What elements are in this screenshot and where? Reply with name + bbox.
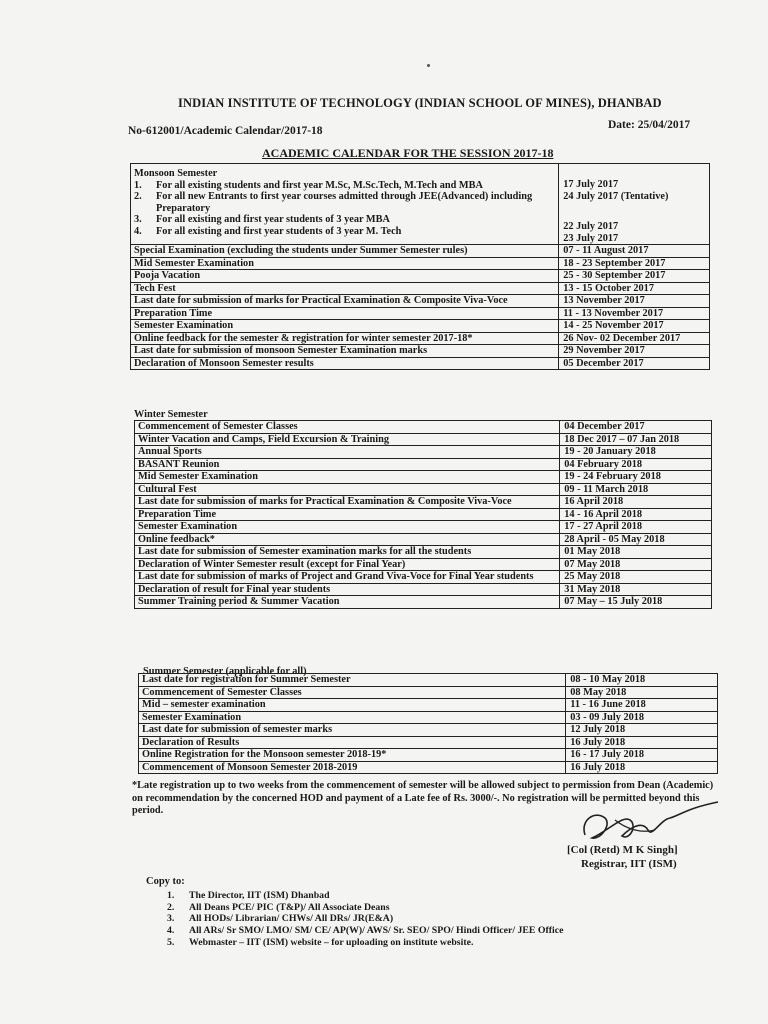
item-text: All ARs/ Sr SMO/ LMO/ SM/ CE/ AP(W)/ AWS/ Sr. SEO/ SPO/ Hindi Officer/ JEE Office bbox=[189, 925, 564, 937]
calendar-title: ACADEMIC CALENDAR FOR THE SESSION 2017-18 bbox=[262, 146, 554, 160]
event-cell: Mid Semester Examination bbox=[135, 471, 560, 484]
event-cell: Last date for registration for Summer Semester bbox=[139, 674, 566, 687]
table-row bbox=[131, 345, 710, 358]
item-text: For all new Entrants to first year courses admitted through JEE(Advanced) including Preparatory bbox=[156, 191, 533, 214]
event-cell: Mid – semester examination bbox=[139, 699, 566, 712]
table-row bbox=[135, 421, 712, 434]
table-row bbox=[131, 270, 710, 283]
monsoon-heading: Monsoon Semester bbox=[134, 168, 218, 179]
date-cell: 07 - 11 August 2017 bbox=[559, 245, 710, 258]
table-row bbox=[135, 571, 712, 584]
document-date: Date: 25/04/2017 bbox=[608, 119, 691, 131]
event-cell: Last date for submission of Semester examination marks for all the students bbox=[135, 546, 560, 559]
table-row bbox=[135, 446, 712, 459]
date-cell: 11 - 13 November 2017 bbox=[559, 307, 710, 320]
event-cell: Last date for submission of monsoon Semester Examination marks bbox=[131, 345, 559, 358]
table-row bbox=[139, 736, 718, 749]
date-cell: 04 February 2018 bbox=[560, 458, 712, 471]
event-cell: Semester Examination bbox=[139, 711, 566, 724]
table-row bbox=[131, 295, 710, 308]
date-cell: 14 - 16 April 2018 bbox=[560, 508, 712, 521]
summer-heading: Summer Semester (applicable for all) bbox=[143, 666, 307, 677]
signatory-name: [Col (Retd) M K Singh] bbox=[567, 844, 678, 856]
event-cell: Commencement of Semester Classes bbox=[139, 686, 566, 699]
table-row bbox=[135, 483, 712, 496]
table-row bbox=[131, 307, 710, 320]
institute-name: INDIAN INSTITUTE OF TECHNOLOGY (INDIAN SCHOOL OF MINES), DHANBAD bbox=[178, 96, 662, 110]
table-row bbox=[135, 546, 712, 559]
date-cell: 16 July 2018 bbox=[566, 736, 718, 749]
event-cell: Preparation Time bbox=[135, 508, 560, 521]
event-cell: Commencement of Semester Classes bbox=[135, 421, 560, 434]
date-cell: 07 May 2018 bbox=[560, 558, 712, 571]
event-cell: Winter Vacation and Camps, Field Excursion & Training bbox=[135, 433, 560, 446]
table-row bbox=[131, 332, 710, 345]
table-row bbox=[139, 724, 718, 737]
event-cell: Annual Sports bbox=[135, 446, 560, 459]
copy-to-item bbox=[167, 890, 563, 902]
date-cell: 14 - 25 November 2017 bbox=[559, 320, 710, 333]
date-cell: 31 May 2018 bbox=[560, 583, 712, 596]
event-cell: Last date for submission of marks of Project and Grand Viva-Voce for Final Year students bbox=[135, 571, 560, 584]
item-number: 1. bbox=[134, 179, 142, 191]
date-cell: 29 November 2017 bbox=[559, 345, 710, 358]
event-cell: Semester Examination bbox=[135, 521, 560, 534]
event-cell: Last date for submission of semester marks bbox=[139, 724, 566, 737]
table-row bbox=[135, 521, 712, 534]
date-cell: 19 - 20 January 2018 bbox=[560, 446, 712, 459]
monsoon-semester-table bbox=[130, 163, 710, 370]
date-cell: 03 - 09 July 2018 bbox=[566, 711, 718, 724]
item-text: Webmaster – IIT (ISM) website – for uploading on institute website. bbox=[189, 936, 474, 948]
table-row bbox=[131, 245, 710, 258]
item-text: For all existing and first year students of 3 year M. Tech bbox=[156, 225, 402, 237]
item-text: For all existing and first year students of 3 year MBA bbox=[156, 214, 390, 225]
date-cell: 19 - 24 February 2018 bbox=[560, 471, 712, 484]
copy-to-item bbox=[167, 937, 563, 949]
event-cell: Cultural Fest bbox=[135, 483, 560, 496]
late-registration-footnote: *Late registration up to two weeks from the commencement of semester will be allowed subject to permission from Dean (Academic) on recommendation by the concerned HOD and payment of a Late fee of Rs. 3000/-. No registration will be permitted beyond this period. bbox=[132, 780, 714, 816]
table-row bbox=[139, 699, 718, 712]
copy-to-item bbox=[167, 925, 563, 937]
event-cell: Last date for submission of marks for Practical Examination & Composite Viva-Voce bbox=[131, 295, 559, 308]
event-cell: Declaration of Monsoon Semester results bbox=[131, 357, 559, 370]
item-text: For all existing students and first year M.Sc, M.Sc.Tech, M.Tech and MBA bbox=[156, 179, 483, 191]
table-row bbox=[131, 357, 710, 370]
signatory-designation: Registrar, IIT (ISM) bbox=[581, 858, 677, 870]
item-date: 23 July 2017 bbox=[563, 232, 619, 244]
date-cell: 07 May – 15 July 2018 bbox=[560, 596, 712, 609]
event-cell: Special Examination (excluding the students under Summer Semester rules) bbox=[131, 245, 559, 258]
item-number: 4. bbox=[134, 225, 142, 237]
table-row bbox=[131, 164, 710, 245]
date-cell: 11 - 16 June 2018 bbox=[566, 699, 718, 712]
monsoon-commencement-list bbox=[134, 180, 555, 238]
list-item bbox=[134, 214, 555, 226]
event-cell: Online Registration for the Monsoon semester 2018-19* bbox=[139, 749, 566, 762]
monsoon-commencement-cell bbox=[131, 164, 559, 245]
scan-speck bbox=[427, 64, 430, 67]
winter-semester-table bbox=[134, 420, 712, 609]
item-number: 2. bbox=[167, 901, 175, 913]
copy-to-item bbox=[167, 902, 563, 914]
event-cell: Declaration of Winter Semester result (except for Final Year) bbox=[135, 558, 560, 571]
date-cell: 26 Nov- 02 December 2017 bbox=[559, 332, 710, 345]
copy-to-list bbox=[167, 890, 563, 949]
date-cell: 17 - 27 April 2018 bbox=[560, 521, 712, 534]
item-date: 22 July 2017 bbox=[563, 221, 619, 232]
date-cell: 08 - 10 May 2018 bbox=[566, 674, 718, 687]
item-date: 17 July 2017 bbox=[563, 179, 619, 190]
event-cell: Declaration of result for Final year students bbox=[135, 583, 560, 596]
date-cell: 16 July 2018 bbox=[566, 761, 718, 774]
copy-to-label: Copy to: bbox=[146, 876, 185, 887]
date-cell: 05 December 2017 bbox=[559, 357, 710, 370]
date-cell: 09 - 11 March 2018 bbox=[560, 483, 712, 496]
table-row bbox=[131, 282, 710, 295]
table-row bbox=[135, 596, 712, 609]
event-cell: Online feedback* bbox=[135, 533, 560, 546]
event-cell: Preparation Time bbox=[131, 307, 559, 320]
date-cell: 13 November 2017 bbox=[559, 295, 710, 308]
item-number: 3. bbox=[167, 913, 175, 925]
table-row bbox=[139, 711, 718, 724]
winter-heading: Winter Semester bbox=[134, 409, 208, 420]
table-row bbox=[135, 583, 712, 596]
table-row bbox=[131, 257, 710, 270]
table-row bbox=[135, 433, 712, 446]
item-number: 3. bbox=[134, 214, 142, 225]
table-row bbox=[135, 496, 712, 509]
list-item bbox=[134, 191, 555, 214]
summer-semester-table bbox=[138, 673, 718, 774]
table-row bbox=[139, 686, 718, 699]
event-cell: Last date for submission of marks for Practical Examination & Composite Viva-Voce bbox=[135, 496, 560, 509]
event-cell: BASANT Reunion bbox=[135, 458, 560, 471]
list-item bbox=[134, 180, 555, 192]
event-cell: Commencement of Monsoon Semester 2018-2019 bbox=[139, 761, 566, 774]
date-cell: 16 - 17 July 2018 bbox=[566, 749, 718, 762]
table-row bbox=[135, 533, 712, 546]
table-row bbox=[139, 761, 718, 774]
item-text: All HODs/ Librarian/ CHWs/ All DRs/ JR(E&A) bbox=[189, 913, 394, 925]
date-cell: 25 - 30 September 2017 bbox=[559, 270, 710, 283]
date-cell: 12 July 2018 bbox=[566, 724, 718, 737]
item-number: 1. bbox=[167, 890, 175, 901]
date-cell: 13 - 15 October 2017 bbox=[559, 282, 710, 295]
table-row bbox=[135, 508, 712, 521]
reference-number: No-612001/Academic Calendar/2017-18 bbox=[128, 125, 323, 137]
date-cell: 01 May 2018 bbox=[560, 546, 712, 559]
table-row bbox=[139, 674, 718, 687]
date-cell: 04 December 2017 bbox=[560, 421, 712, 434]
list-item bbox=[134, 226, 555, 238]
table-row bbox=[131, 320, 710, 333]
event-cell: Summer Training period & Summer Vacation bbox=[135, 596, 560, 609]
item-number: 5. bbox=[167, 936, 175, 948]
item-text: All Deans PCE/ PIC (T&P)/ All Associate Deans bbox=[189, 901, 390, 913]
item-date: 24 July 2017 (Tentative) bbox=[563, 190, 669, 202]
item-number: 4. bbox=[167, 925, 175, 937]
event-cell: Pooja Vacation bbox=[131, 270, 559, 283]
table-row bbox=[135, 471, 712, 484]
event-cell: Declaration of Results bbox=[139, 736, 566, 749]
table-row bbox=[135, 558, 712, 571]
signatory-block bbox=[567, 843, 678, 871]
event-cell: Mid Semester Examination bbox=[131, 257, 559, 270]
table-row bbox=[135, 458, 712, 471]
date-cell: 16 April 2018 bbox=[560, 496, 712, 509]
event-cell: Online feedback for the semester & registration for winter semester 2017-18* bbox=[131, 332, 559, 345]
date-cell: 25 May 2018 bbox=[560, 571, 712, 584]
date-cell: 18 - 23 September 2017 bbox=[559, 257, 710, 270]
date-cell: 08 May 2018 bbox=[566, 686, 718, 699]
table-row bbox=[139, 749, 718, 762]
copy-to-item bbox=[167, 913, 563, 925]
item-text: The Director, IIT (ISM) Dhanbad bbox=[189, 890, 330, 901]
event-cell: Tech Fest bbox=[131, 282, 559, 295]
monsoon-commencement-dates bbox=[559, 164, 710, 245]
item-number: 2. bbox=[134, 191, 142, 202]
event-cell: Semester Examination bbox=[131, 320, 559, 333]
date-cell: 28 April - 05 May 2018 bbox=[560, 533, 712, 546]
date-cell: 18 Dec 2017 – 07 Jan 2018 bbox=[560, 433, 712, 446]
